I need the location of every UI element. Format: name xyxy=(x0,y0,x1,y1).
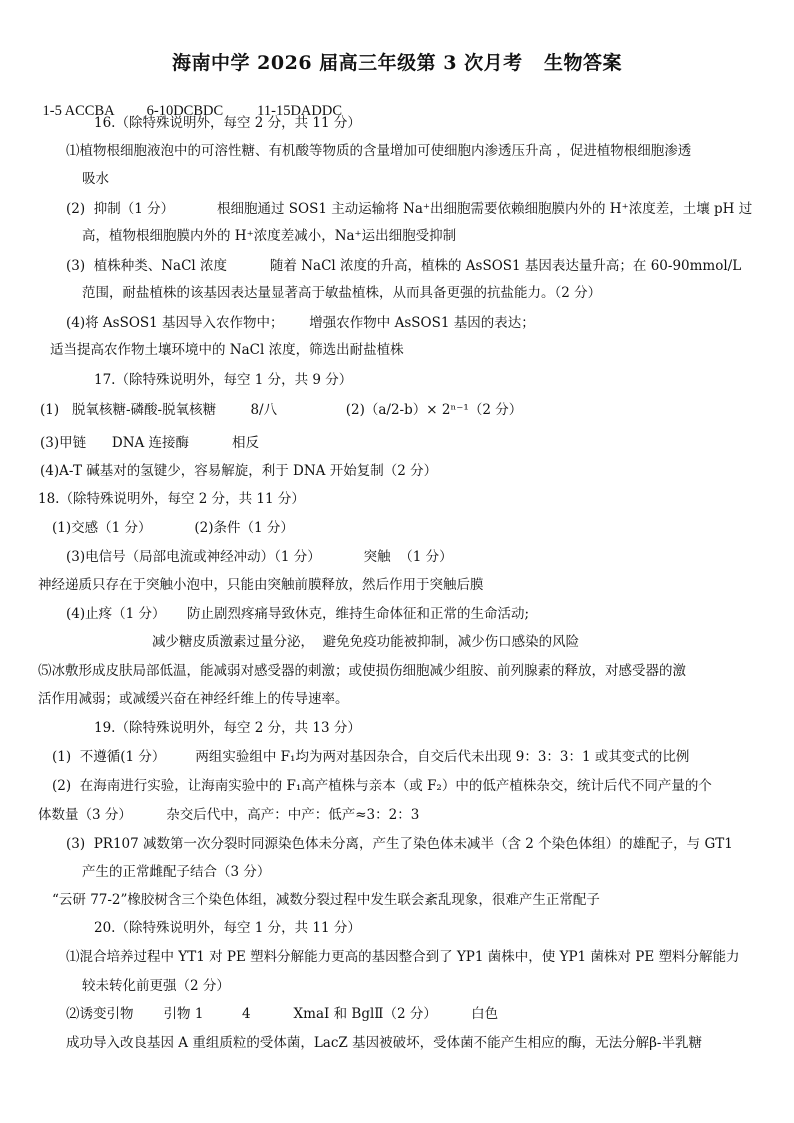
q20-answer-1: ⑴混合培养过程中 YT1 对 PE 塑料分解能力更高的基因整合到了 YP1 菌株中，使 YP1 菌株对 PE 塑料分解能力 xyxy=(66,949,740,965)
q19-answer-2-cont: 体数量（3 分） 杂交后代中，高产：中产：低产≈3：2：3 xyxy=(38,807,420,823)
q19-answer-3-cont: 产生的正常雌配子结合（3 分） xyxy=(82,864,271,880)
q19-heading: 19.（除特殊说明外，每空 2 分，共 13 分） xyxy=(94,720,361,736)
choice-answers-11-15: 11-15DADDC xyxy=(257,103,343,119)
q19-answer-3: (3) PR107 减数第一次分裂时同源染色体未分离，产生了染色体未减半（含 2 个染色体组）的雄配子，与 GT1 xyxy=(66,836,733,852)
q16-answer-4: (4)将 AsSOS1 基因导入农作物中； 增强农作物中 AsSOS1 基因的表达； xyxy=(66,315,535,331)
q16-answer-4-cont: 适当提高农作物土壤环境中的 NaCl 浓度，筛选出耐盐植株 xyxy=(50,342,404,358)
q20-answer-2-cont: 成功导入改良基因 A 重组质粒的受体菌，LacZ 基因被破坏，受体菌不能产生相应的酶，无法分解β-半乳糖 xyxy=(66,1035,702,1051)
q18-answer-5: ⑸冰敷形成皮肤局部低温，能减弱对感受器的刺激；或使损伤细胞减少组胺、前列腺素的释放，对感受器的激 xyxy=(38,663,686,679)
q17-heading: 17.（除特殊说明外，每空 1 分，共 9 分） xyxy=(94,372,353,388)
q18-answer-3-cont: 神经递质只存在于突触小泡中，只能由突触前膜释放，然后作用于突触后膜 xyxy=(38,577,484,593)
q18-answer-4: (4)止疼（1 分） 防止剧烈疼痛导致休克，维持生命体征和正常的生命活动; xyxy=(66,606,530,622)
q19-answer-2: (2) 在海南进行实验，让海南实验中的 F₁高产植株与亲本（或 F₂）中的低产植株杂交，统计后代不同产量的个 xyxy=(52,778,712,794)
q16-answer-3: (3) 植株种类、NaCl 浓度 随着 NaCl 浓度的升高，植株的 AsSOS1 基因表达量升高；在 60-90mmol/L xyxy=(66,258,742,274)
q20-heading: 20.（除特殊说明外，每空 1 分，共 11 分） xyxy=(94,920,361,936)
q19-answer-3-note: “云研 77-2”橡胶树含三个染色体组，减数分裂过程中发生联会紊乱现象，很难产生正常配子 xyxy=(52,892,600,908)
q20-answer-2: ⑵诱变引物 引物 1 4 XmaI 和 BglⅡ（2 分） 白色 xyxy=(66,1006,499,1022)
q16-heading: 16.（除特殊说明外，每空 2 分，共 11 分） xyxy=(94,115,361,131)
q16-answer-2-cont: 高，植物根细胞膜内外的 H⁺浓度差减小，Na⁺运出细胞受抑制 xyxy=(82,228,457,244)
q18-answer-5-cont: 活作用减弱；或减缓兴奋在神经纤维上的传导速率。 xyxy=(38,691,349,707)
q17-answer-4: (4)A-T 碱基对的氢键少，容易解旋，利于 DNA 开始复制（2 分） xyxy=(40,463,438,479)
choice-answers-1-5: 1-5 ACCBA xyxy=(42,103,115,119)
q17-answer-3: (3)甲链 DNA 连接酶 相反 xyxy=(40,435,259,451)
q18-answer-3: (3)电信号（局部电流或神经冲动）（1 分） 突触 （1 分） xyxy=(66,549,453,565)
page-title: 海南中学 2026 届高三年级第 3 次月考 生物答案 xyxy=(172,52,622,74)
q18-answer-1-2: (1)交感（1 分） (2)条件（1 分） xyxy=(52,520,294,536)
choice-answers-6-10: 6-10DCBDC xyxy=(146,103,224,119)
q19-answer-1: (1) 不遵循(1 分） 两组实验组中 F₁均为两对基因杂合，自交后代未出现 9：3：3：1 或其变式的比例 xyxy=(52,749,690,765)
q16-answer-3-cont: 范围，耐盐植株的该基因表达量显著高于敏盐植株，从而具备更强的抗盐能力。（2 分） xyxy=(82,285,602,301)
q18-answer-4-cont: 减少糖皮质激素过量分泌， 避免免疫功能被抑制，减少伤口感染的风险 xyxy=(152,634,580,650)
q20-answer-1-cont: 较未转化前更强（2 分） xyxy=(82,978,230,994)
q18-heading: 18.（除特殊说明外，每空 2 分，共 11 分） xyxy=(38,491,305,507)
q16-answer-2: (2) 抑制（1 分） 根细胞通过 SOS1 主动运输将 Na⁺出细胞需要依赖细胞膜内外的 H⁺浓度差，土壤 pH 过 xyxy=(66,201,753,217)
q16-answer-1-cont: 吸水 xyxy=(82,171,109,187)
q17-answer-1-2: (1) 脱氧核糖-磷酸-脱氧核糖 8/八 (2)（a/2-b）× 2ⁿ⁻¹（2 分） xyxy=(40,402,523,418)
q16-answer-1: ⑴植物根细胞液泡中的可溶性糖、有机酸等物质的含量增加可使细胞内渗透压升高 ，促进植物根细胞渗透 xyxy=(66,143,692,159)
